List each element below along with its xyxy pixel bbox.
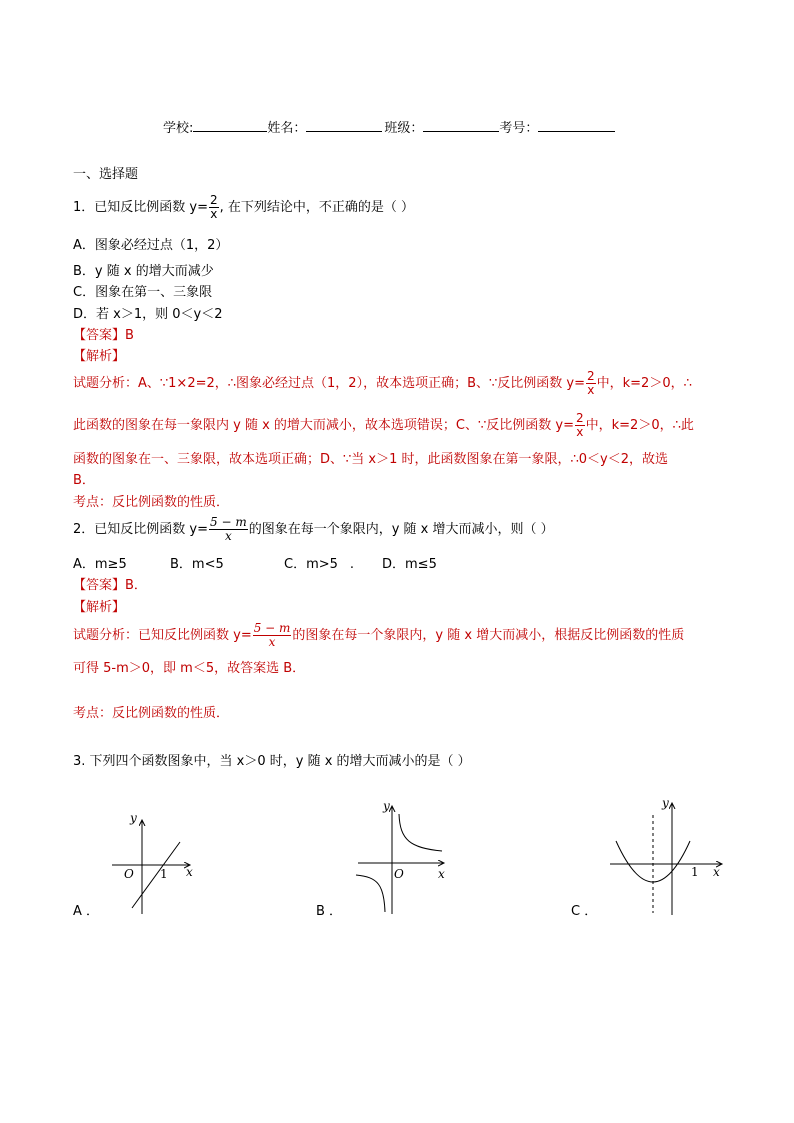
- graph-a-origin: O: [124, 867, 134, 881]
- q2-analysis-l1-fraction: [253, 622, 292, 649]
- class-blank[interactable]: [423, 118, 499, 132]
- q2-analysis-l1-num: 5 − m: [253, 621, 291, 635]
- q1-option-c[interactable]: C．图象在第一、三象限: [73, 285, 213, 300]
- q2-option-d[interactable]: D．m≤5: [382, 557, 437, 572]
- q1-answer: 【答案】B: [73, 328, 134, 343]
- graph-a-tick-one: 1: [160, 867, 168, 881]
- q1-option-d[interactable]: D．若 x＞1，则 0＜y＜2: [73, 307, 223, 322]
- q2-stem-before: 2．已知反比例函数 y=: [73, 522, 208, 537]
- graph-a-line: [132, 842, 180, 908]
- q1-analysis-line4: B．: [73, 473, 95, 488]
- q1-analysis-l1-num: 2: [586, 369, 595, 383]
- q1-analysis-l2-tail: 中，k=2＞0，∴此: [585, 418, 694, 433]
- q2-analysis-l1-tail: 的图象在每一个象限内，y 随 x 增大而减小，根据反比例函数的性质: [292, 628, 685, 643]
- q2-frac-num: 5 − m: [210, 515, 247, 529]
- graph-a-y-label: y: [130, 811, 137, 825]
- q1-analysis-line1: [73, 370, 692, 398]
- q1-analysis-l2-num: 2: [575, 411, 584, 425]
- graph-b-origin: O: [394, 867, 404, 881]
- graph-a[interactable]: [108, 808, 198, 918]
- name-label: 姓名：: [267, 121, 307, 136]
- q1-analysis-l1-fraction: [586, 370, 596, 397]
- q2-option-c-text: C．m>5: [284, 557, 338, 572]
- graph-b-y-label: y: [383, 799, 390, 813]
- header-line: [163, 118, 615, 138]
- q1-option-b[interactable]: B．y 随 x 的增大而减少: [73, 264, 214, 279]
- q2-analysis-label: 【解析】: [73, 600, 126, 615]
- graph-a-label: A ．: [73, 904, 100, 919]
- name-blank[interactable]: [306, 118, 382, 132]
- q2-analysis-l1-text: 试题分析：已知反比例函数 y=: [73, 628, 252, 643]
- q1-analysis-l1-tail: 中，k=2＞0，∴: [596, 376, 692, 391]
- q2-analysis-line2: 可得 5-m＞0，即 m＜5，故答案选 B．: [73, 661, 306, 676]
- graph-b-x-label: x: [438, 867, 445, 881]
- section-title: 一、选择题: [73, 167, 139, 182]
- q2-kaodian: 考点：反比例函数的性质．: [73, 706, 230, 721]
- q2-option-b[interactable]: B．m<5: [170, 557, 224, 572]
- graph-c-tick-one: 1: [691, 865, 699, 879]
- school-label: 学校:: [163, 121, 194, 136]
- graph-b[interactable]: [350, 800, 450, 915]
- q2-analysis-line1: [73, 619, 684, 653]
- q1-analysis-l2-text: 此函数的图象在每一象限内 y 随 x 的增大而减小，故本选项错误；C、∵反比例函数 y=: [73, 418, 574, 433]
- q1-analysis-label: 【解析】: [73, 349, 126, 364]
- q1-analysis-l1-text: 试题分析：A、∵1×2=2，∴图象必经过点（1，2），故本选项正确；B、∵反比例函数 y=: [73, 376, 585, 391]
- q1-kaodian: 考点：反比例函数的性质．: [73, 495, 230, 510]
- graph-b-curve-q3: [356, 875, 385, 912]
- q1-analysis-l2-den: x: [576, 425, 584, 439]
- q1-stem: [73, 194, 414, 222]
- graph-c[interactable]: [608, 795, 728, 915]
- class-label: 班级：: [384, 121, 424, 136]
- graph-a-x-label: x: [186, 865, 193, 879]
- q2-option-c[interactable]: [284, 556, 354, 574]
- q1-analysis-line2: [73, 412, 694, 440]
- q1-frac-num: 2: [210, 193, 218, 207]
- q1-frac-den: x: [210, 207, 218, 221]
- graph-c-y-label: y: [662, 796, 669, 810]
- q2-frac-den: x: [224, 529, 232, 543]
- q2-analysis-l1-den: x: [268, 635, 276, 649]
- q2-option-a[interactable]: A．m≥5: [73, 557, 127, 572]
- q3-stem: 3. 下列四个函数图象中，当 x＞0 时，y 随 x 的增大而减小的是（ ）: [73, 754, 471, 769]
- graph-b-label: B ．: [316, 904, 343, 919]
- exam-no-blank[interactable]: [538, 118, 615, 132]
- q1-stem-before: 1．已知反比例函数 y=: [73, 200, 208, 215]
- q1-analysis-l2-fraction: [575, 412, 585, 439]
- graph-c-x-label: x: [713, 865, 720, 879]
- exam-no-label: 考号：: [499, 121, 539, 136]
- q1-stem-after: , 在下列结论中，不正确的是（ ）: [219, 200, 415, 215]
- q2-option-c-dot: .: [349, 557, 355, 572]
- q1-option-a[interactable]: A．图象必经过点（1，2）: [73, 238, 229, 253]
- q2-fraction: [209, 516, 248, 543]
- graph-c-label: C ．: [571, 904, 598, 919]
- q2-stem: [73, 515, 554, 545]
- graph-b-curve-q1: [399, 814, 442, 851]
- q1-analysis-l1-den: x: [587, 383, 595, 397]
- q1-analysis-line3: 函数的图象在一、三象限，故本选项正确；D、∵当 x＞1 时，此函数图象在第一象限，∴0＜y＜2，故选: [73, 452, 669, 467]
- school-blank[interactable]: [193, 118, 267, 132]
- q1-fraction: [209, 194, 219, 221]
- q2-stem-after: 的图象在每一个象限内，y 随 x 增大而减小，则（ ）: [248, 522, 554, 537]
- q2-answer: 【答案】B．: [73, 578, 147, 593]
